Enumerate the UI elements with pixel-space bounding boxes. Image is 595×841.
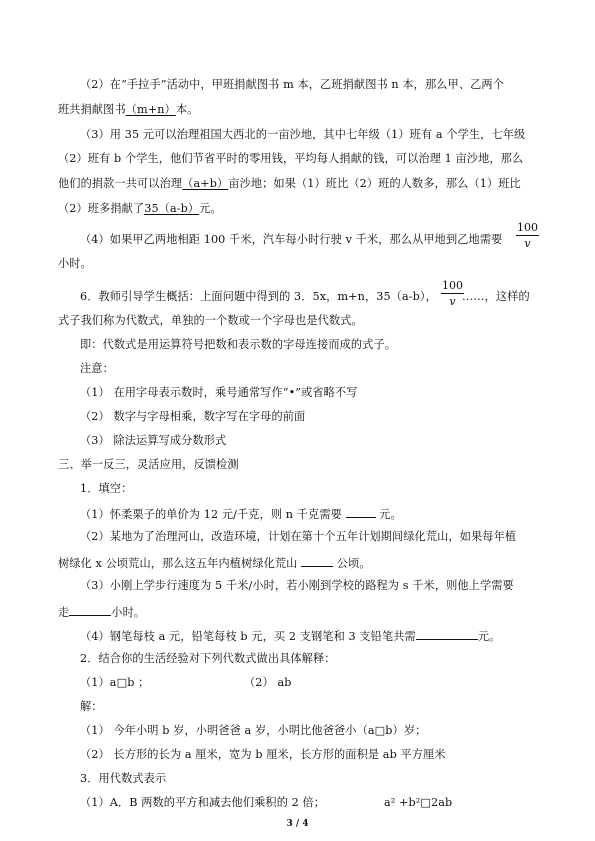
text-segment: 亩沙地；如果（1）班比（2）班的人数多，那么（1）班比 bbox=[228, 177, 521, 190]
text-line: 2．结合你的生活经验对下列代数式做出具体解释： bbox=[80, 652, 336, 665]
fraction-100-over-v bbox=[516, 222, 539, 250]
text-segment: 树绿化 x 公顷荒山，那么这五年内植树绿化荒山 bbox=[58, 557, 298, 570]
text-segment: 元。 bbox=[379, 508, 402, 521]
section-heading: 三、举一反三，灵活应用，反馈检测 bbox=[58, 458, 239, 471]
answer-blank[interactable] bbox=[346, 506, 376, 518]
text-line: 6．教师引导学生概括：上面问题中得到的 3．5x，m+n，35（a-b）， bbox=[80, 290, 437, 303]
text-line: （2） 长方形的长为 a 厘米，宽为 b 厘米，长方形的面积是 ab 平方厘米 bbox=[80, 748, 446, 761]
text-line: （3）小刚上学步行速度为 5 千米/小时，若小刚到学校的路程为 s 千米，则他上学需要 bbox=[80, 579, 514, 592]
text-segment: （1）怀柔栗子的单价为 12 元/千克，则 n 千克需要 bbox=[80, 508, 342, 521]
text-line: 小时。 bbox=[58, 257, 92, 270]
answer-blank[interactable] bbox=[301, 555, 333, 567]
text-line bbox=[58, 103, 543, 117]
text-line bbox=[58, 202, 543, 216]
text-segment: 走 bbox=[58, 606, 70, 619]
answer-underlined: 35（a-b） bbox=[144, 202, 200, 215]
text-line: （2）某地为了治理河山，改造环境，计划在第十个五年计划期间绿化荒山，如果每年植 bbox=[80, 530, 517, 543]
fraction-numerator: 100 bbox=[517, 221, 538, 234]
fraction-numerator: 100 bbox=[442, 279, 463, 292]
text-line bbox=[80, 628, 565, 644]
fraction-denominator: v bbox=[524, 237, 531, 250]
answer-blank[interactable] bbox=[69, 604, 111, 616]
formula: a² +b²□2ab bbox=[384, 796, 453, 809]
fraction-100-over-v bbox=[441, 280, 464, 308]
text-line bbox=[58, 177, 543, 191]
text-segment: 公顷。 bbox=[336, 557, 371, 570]
text-segment: 元。 bbox=[477, 630, 501, 643]
text-line: （2）在“手拉手”活动中，甲班捐献图书 m 本，乙班捐献图书 n 本，那么甲、乙两个 bbox=[80, 78, 504, 91]
text-line: 3．用代数式表示 bbox=[80, 772, 167, 785]
text-segment: 元。 bbox=[199, 202, 222, 215]
text-line: （2）班有 b 个学生，他们节省平时的零用钱，平均每人捐献的钱，可以治理 1 亩沙地，那么 bbox=[58, 152, 524, 165]
text-line: ……，这样的 bbox=[462, 290, 530, 303]
text-line bbox=[58, 555, 543, 571]
text-segment: 他们的捐款一共可以治理 bbox=[58, 177, 183, 190]
answer-underlined: （m+n） bbox=[125, 103, 176, 116]
text-segment: 班共捐献图书 bbox=[58, 103, 126, 116]
text-line: （4）如果甲乙两地相距 100 千米，汽车每小时行驶 v 千米，那么从甲地到乙地需要 bbox=[80, 233, 503, 246]
text-line: （3） 除法运算写成分数形式 bbox=[80, 434, 227, 447]
text-line: 注意： bbox=[80, 362, 114, 375]
text-line bbox=[80, 506, 565, 522]
text-segment: （2）班多捐献了 bbox=[58, 202, 145, 215]
text-line: （2） 数字与字母相乘，数字写在字母的前面 bbox=[80, 410, 306, 423]
answer-underlined: （a+b） bbox=[182, 177, 229, 190]
text-line: 式子我们称为代数式，单独的一个数或一个字母也是代数式。 bbox=[58, 314, 363, 327]
text-line: 1．填空： bbox=[80, 482, 133, 495]
text-line: 即：代数式是用运算符号把数和表示数的字母连接而成的式子。 bbox=[80, 338, 397, 351]
answer-blank[interactable] bbox=[416, 628, 478, 640]
page-number: 3 / 4 bbox=[286, 819, 309, 829]
text-line bbox=[58, 604, 543, 620]
text-segment: 小时。 bbox=[111, 606, 146, 619]
text-line: 解： bbox=[80, 700, 103, 713]
text-segment: 本。 bbox=[175, 103, 199, 116]
text-line: （3）用 35 元可以治理祖国大西北的一亩沙地，其中七年级（1）班有 a 个学生，七年级 bbox=[80, 128, 526, 141]
text-line: （1）a□b ； bbox=[80, 676, 150, 689]
text-line: （1）A．B 两数的平方和减去他们乘积的 2 倍； bbox=[80, 796, 326, 809]
text-segment: （4）钢笔每枝 a 元，铅笔每枝 b 元，买 2 支钢笔和 3 支铅笔共需 bbox=[80, 630, 416, 643]
text-line: （2） ab bbox=[244, 676, 292, 689]
text-line: （1） 在用字母表示数时，乘号通常写作“•”或省略不写 bbox=[80, 386, 358, 399]
text-line: （1） 今年小明 b 岁，小明爸爸 a 岁，小明比他爸爸小（a□b）岁； bbox=[80, 724, 427, 737]
fraction-denominator: v bbox=[449, 295, 456, 308]
